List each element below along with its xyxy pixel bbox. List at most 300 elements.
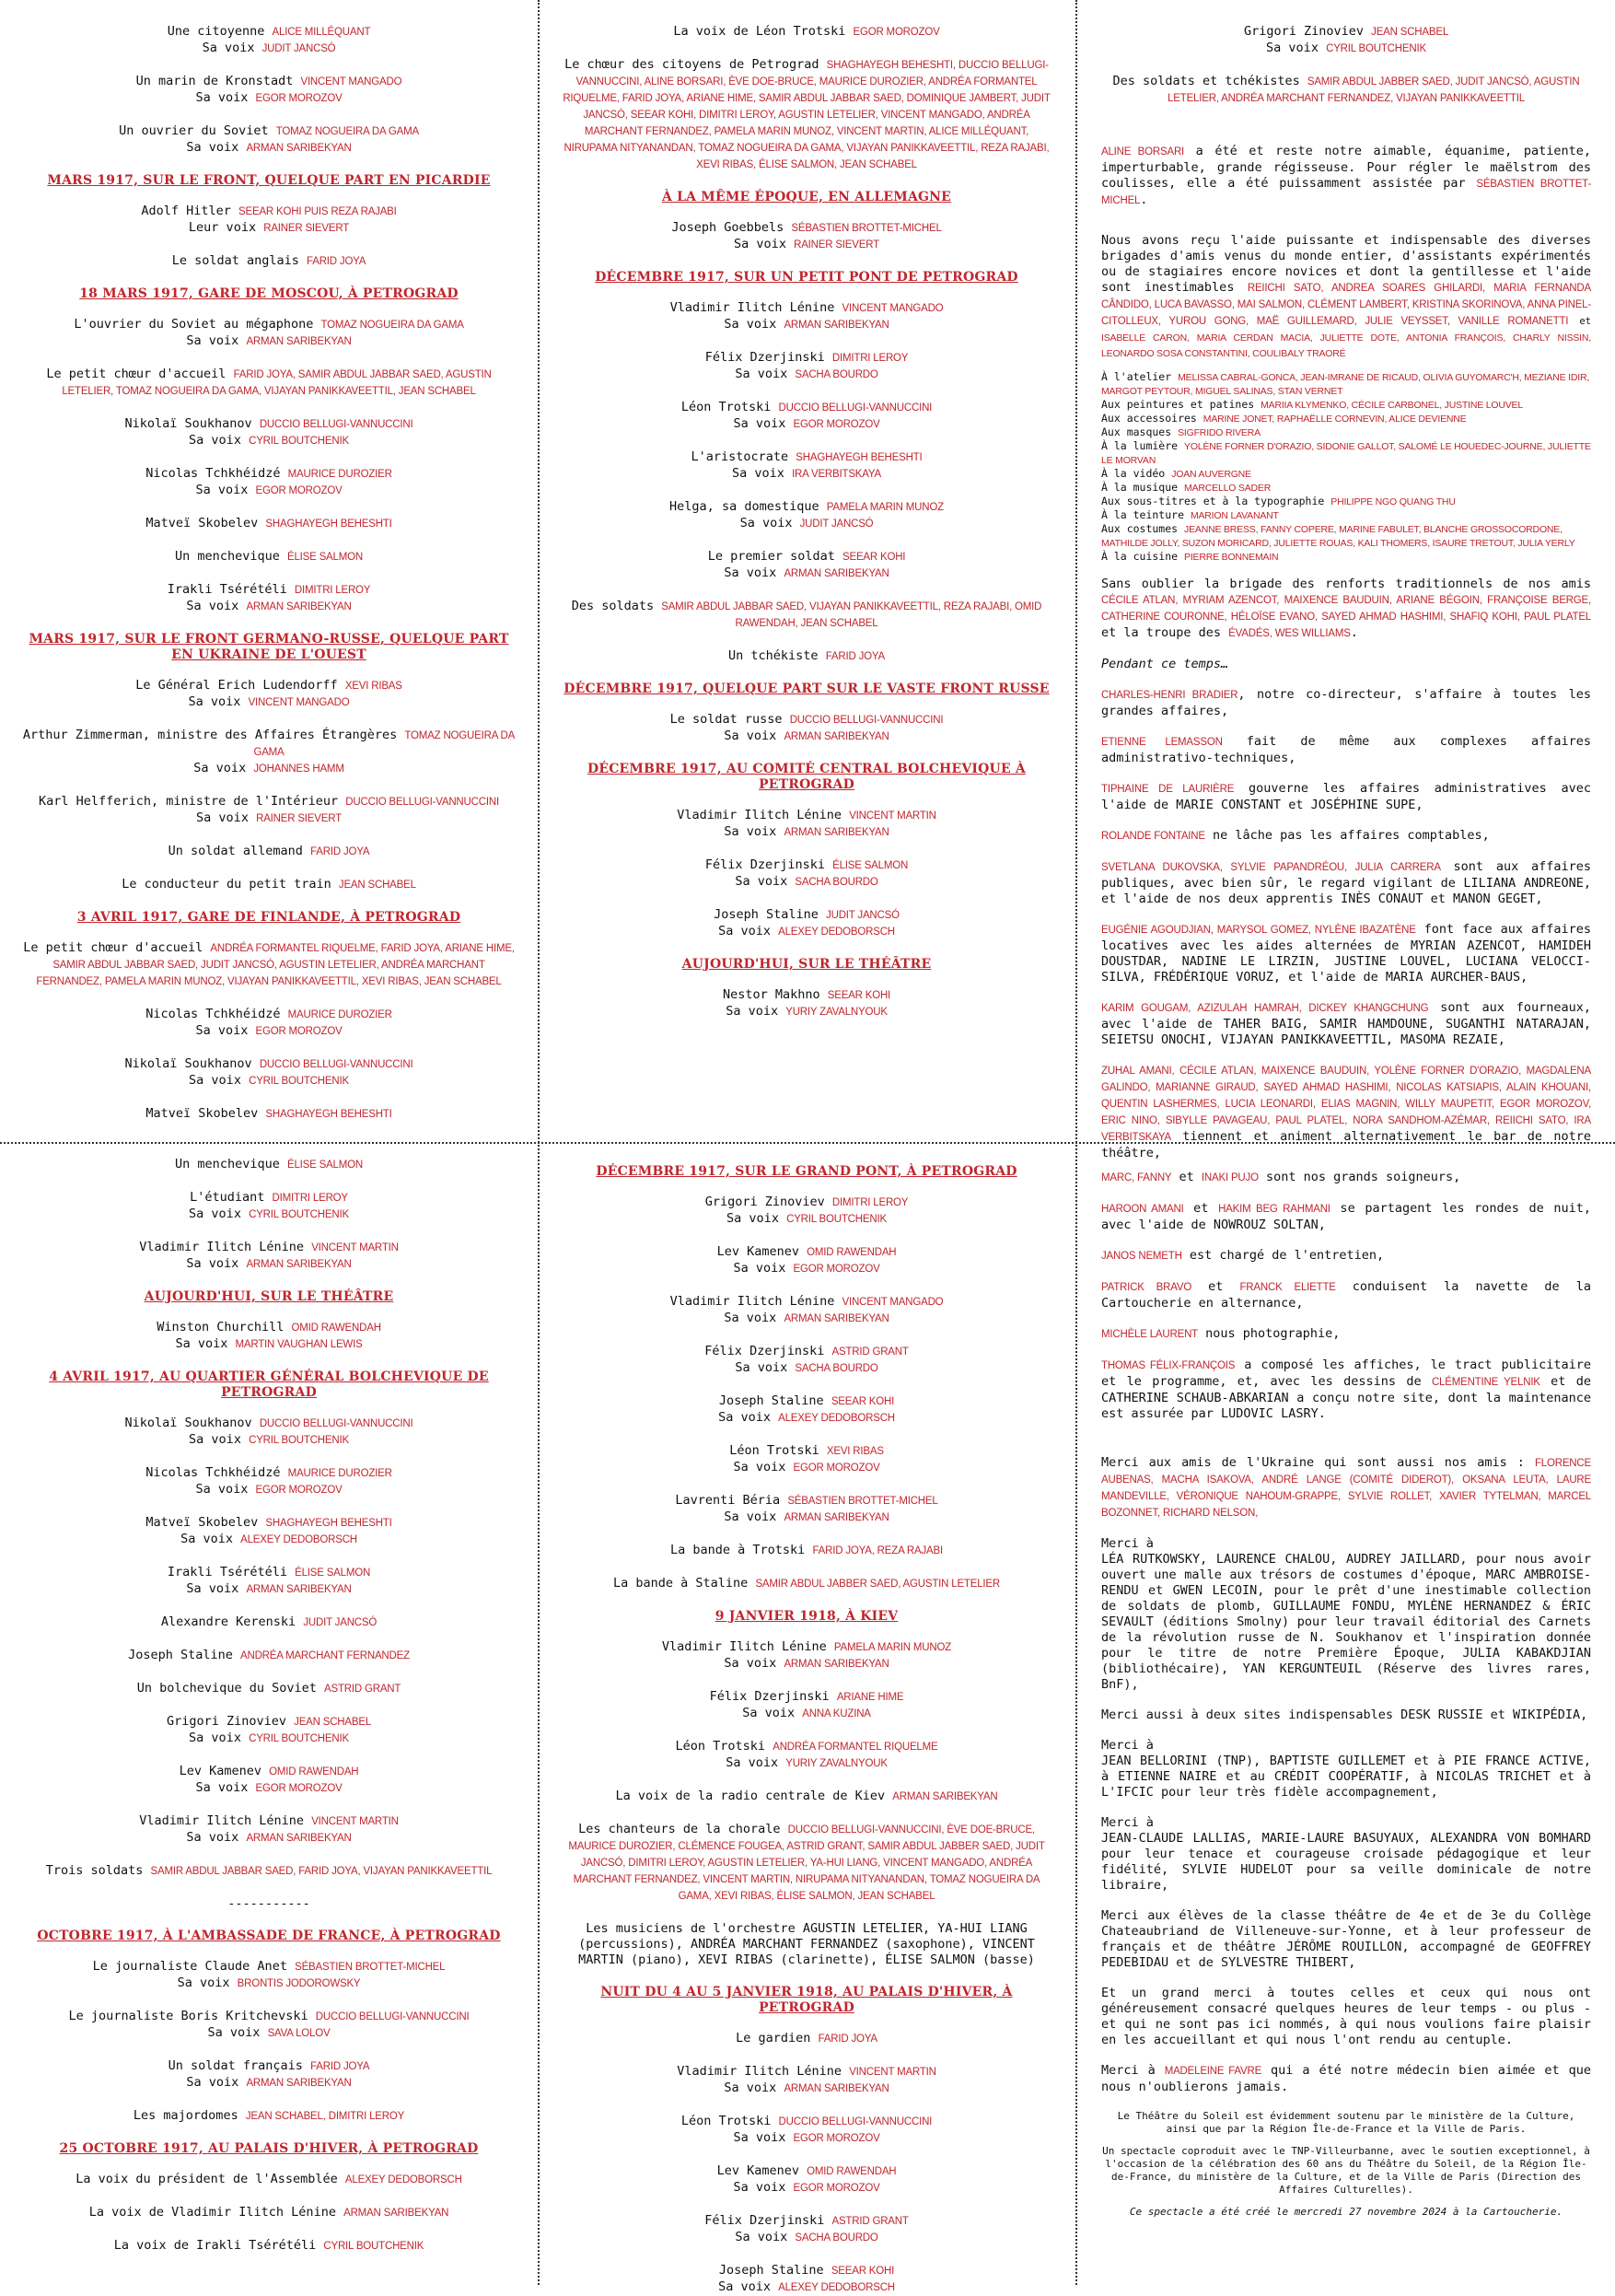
staff-line xyxy=(1101,1279,1591,1311)
voice-label: Sa voix xyxy=(733,1261,786,1276)
voice-label: Sa voix xyxy=(735,1360,788,1375)
staff-names: SVETLANA DUKOVSKA, SYLVIE PAPANDRÉOU, JULIA CARRERA xyxy=(1101,862,1441,873)
role-name: Une citoyenne xyxy=(167,24,265,39)
reinforcements-paragraph: Sans oublier la brigade des renforts traditionnels de nos amis CÉCILE ATLAN, MYRIAM AZENCOT, MAIXENCE BAUDUIN, ARIANE BÉGOIN, FRANÇOISE BERGE, CATHERINE COURONNE, HÉLOÏSE EVANO, SAYED AHMAD HASHIMI, SHAFIQ KOHI, PAUL PLATEL et la troupe des ÉVADÉS, WES WILLIAMS. xyxy=(1101,577,1591,640)
role-name: Karl Helfferich, ministre de l'Intérieur xyxy=(39,794,339,809)
thanks-doctor: Merci à MADELEINE FAVRE qui a été notre médecin bien aimée et que nous n'oublierons jamais. xyxy=(1101,2063,1591,2094)
section-heading: 9 JANVIER 1918, À KIEV xyxy=(715,1609,899,1624)
role-name: Joseph Staline xyxy=(718,2263,824,2278)
cast-entry xyxy=(558,1493,1055,1526)
section-heading: 25 OCTOBRE 1917, AU PALAIS D'HIVER, À PETROGRAD xyxy=(59,2141,479,2156)
voice-actor-name: ARMAN SARIBEKYAN xyxy=(246,336,352,347)
voice-label: Sa voix xyxy=(724,824,777,839)
voice-label: Sa voix xyxy=(724,565,777,580)
actor-name: DIMITRI LEROY xyxy=(831,1197,909,1208)
voice-actor-name: EGOR MOROZOV xyxy=(255,1026,343,1037)
staff-text: nous photographie, xyxy=(1198,1326,1341,1341)
footer-creation-date: Ce spectacle a été créé le mercredi 27 novembre 2024 à la Cartoucherie. xyxy=(1129,2206,1563,2218)
section-heading: DÉCEMBRE 1917, SUR LE GRAND PONT, À PETROGRAD xyxy=(596,1164,1017,1179)
voice-actor-name: ARMAN SARIBEKYAN xyxy=(784,1512,889,1523)
role-name: Le soldat russe xyxy=(669,712,783,727)
stage-manager-paragraph: ALINE BORSARI a été et reste notre aimable, équanime, patiente, imperturbable, grande régisseuse. Pour régler le maëlstrom des coulisses, elle a été puissamment assistée par SÉBASTIEN BROTTET-MICHEL. xyxy=(1101,144,1592,207)
voice-actor-name: RAINER SIEVERT xyxy=(256,813,342,824)
staff-names-2: FRANCK ELIETTE xyxy=(1239,1282,1336,1293)
actor-name: ALICE MILLÉQUANT xyxy=(272,27,371,38)
voice-label: Sa voix xyxy=(177,1975,230,1990)
cast-entry xyxy=(20,1190,517,1223)
section-heading: NUIT DU 4 AU 5 JANVIER 1918, AU PALAIS D'HIVER, À PETROGRAD xyxy=(600,1985,1013,2015)
cast-entry xyxy=(20,1320,517,1353)
actor-name: FARID JOYA xyxy=(825,651,885,662)
role-name: Adolf Hitler xyxy=(141,204,231,218)
voice-actor-name: EGOR MOROZOV xyxy=(793,2183,880,2194)
staff-names: JANOS NEMETH xyxy=(1101,1251,1182,1262)
cast-entry xyxy=(558,1789,1055,1805)
voice-label: Sa voix xyxy=(175,1336,228,1351)
role-name: Le journaliste Claude Anet xyxy=(92,1959,287,1974)
voice-actor-name: RAINER SIEVERT xyxy=(794,239,879,251)
staff-names: ZUHAL AMANI, CÉCILE ATLAN, MAIXENCE BAUDUIN, YOLÈNE FORNER D'ORAZIO, MAGDALENA GALINDO, MARIANNE GIRAUD, SAYED AHMAD HASHIMI, NICOLAS KATSIAPIS, ALAIN KHOUANI, QUENTIN LASHERMES, LUCIA LEONARDI, ELIAS MAGNIN, WILLY MAUPETIT, EGOR MOROZOV, ERIC NINO, SIBYLLE PAVAGEAU, PAUL PLATEL, NORA SANDHOM-AZÉMAR, REIICHI SATO, IRA VERBITSKAYA xyxy=(1101,1066,1591,1143)
role-name: Vladimir Ilitch Lénine xyxy=(669,1294,835,1309)
role-name: Un ouvrier du Soviet xyxy=(119,123,269,138)
cast-entry xyxy=(558,1576,1055,1592)
role-name: Alexandre Kerenski xyxy=(160,1614,296,1629)
cast-entry xyxy=(20,1515,517,1548)
actor-name: DUCCIO BELLUGI-VANNUCCINI xyxy=(778,402,933,414)
separator: ----------- xyxy=(227,1896,310,1911)
voice-label: Sa voix xyxy=(202,41,255,55)
actor-name: PAMELA MARIN MUNOZ xyxy=(833,1642,952,1653)
cast-entry xyxy=(20,1007,517,1040)
role-name: Vladimir Ilitch Lénine xyxy=(661,1639,827,1654)
actor-name: FARID JOYA xyxy=(310,846,370,857)
staff-names: TIPHAINE DE LAURIÈRE xyxy=(1101,784,1235,795)
cast-entry xyxy=(558,350,1055,383)
crew-line xyxy=(1101,412,1591,425)
crew-line xyxy=(1101,508,1591,522)
actor-name: CYRIL BOUTCHENIK xyxy=(323,2241,424,2252)
cast-entry xyxy=(558,1244,1055,1277)
actor-name: JEAN SCHABEL, DIMITRI LEROY xyxy=(245,2111,405,2122)
cast-entry xyxy=(558,57,1055,173)
voice-actor-name: SACHA BOURDO xyxy=(795,2232,878,2244)
crew-role: Aux costumes xyxy=(1101,522,1179,535)
cast-entry xyxy=(20,2108,517,2125)
role-name: Le gardien xyxy=(736,2031,811,2045)
role-name: Lev Kamenev xyxy=(179,1764,261,1778)
actor-name: ARIANE HIME xyxy=(836,1692,904,1703)
cast-entry xyxy=(20,2172,517,2188)
role-name: Vladimir Ilitch Lénine xyxy=(669,300,835,315)
cast-entry xyxy=(558,987,1055,1020)
cast-entry xyxy=(20,794,517,827)
staff-text-2: conduisent la navette de la Cartoucherie en alternance, xyxy=(1101,1279,1591,1311)
voice-label: Sa voix xyxy=(742,1706,796,1720)
crew-line xyxy=(1101,522,1591,550)
crew-role: À la vidéo xyxy=(1101,467,1166,480)
voice-label: Sa voix xyxy=(733,2130,786,2145)
actor-name: SEEAR KOHI PUIS REZA RAJABI xyxy=(238,206,397,217)
cast-entry xyxy=(20,1863,517,1880)
footer-coproduction: Un spectacle coproduit avec le TNP-Villeurbanne, avec le soutien exceptionnel, à l'occasion de la célébration des 60 ans du Théâtre du Soleil, de la Région Île-de-France, du ministère de la Culture, et de la Ville de Paris (Direction des Affaires Culturelles). xyxy=(1102,2145,1590,2196)
actor-name: SAMIR ABDUL JABBER SAED, AGUSTIN LETELIER xyxy=(755,1579,1000,1590)
staff-line xyxy=(1101,828,1591,845)
cast-entry xyxy=(558,2064,1055,2097)
role-name: Le chœur des citoyens de Petrograd xyxy=(564,57,819,72)
staff-list-2 xyxy=(1101,1170,1591,1422)
role-name: Nikolaï Soukhanov xyxy=(124,1416,252,1430)
voice-label: Sa voix xyxy=(739,516,793,530)
staff-role: sont aux affaires publiques, avec bien sûr, le regard vigilant de LILIANA ANDREONE, et l'aide de nos deux apprentis INÈS CONAUT et MANON GEGET, xyxy=(1101,859,1591,906)
actor-name: DUCCIO BELLUGI-VANNUCCINI, ÈVE DOE-BRUCE, MAURICE DUROZIER, CLÉMENCE FOUGEA, ASTRID GRANT, SAMIR ABDUL JABBER SAED, JUDIT JANCSÓ, DIMITRI LEROY, AGUSTIN LETELIER, YA-HUI LIANG, VINCENT MANGADO, ANDRÉA MARCHANT FERNANDEZ, VINCENT MARTIN, NIRUPAMA NITYANANDAN, TOMAZ NOGUEIRA DA GAMA, XEVI RIBAS, ÉLISE SALMON, JEAN SCHABEL xyxy=(568,1824,1045,1902)
crew-line xyxy=(1101,481,1591,495)
actor-name: ALEXEY DEDOBORSCH xyxy=(344,2174,462,2185)
voice-actor-name: VINCENT MANGADO xyxy=(248,697,350,708)
role-name: La bande à Staline xyxy=(613,1576,749,1591)
section-heading: DÉCEMBRE 1917, AU COMITÉ CENTRAL BOLCHEVIQUE À PETROGRAD xyxy=(587,762,1026,792)
role-name: Nicolas Tchkhéidzé xyxy=(145,1465,281,1480)
section-heading: 3 AVRIL 1917, GARE DE FINLANDE, À PETROGRAD xyxy=(76,910,461,925)
actor-name: ANDRÉA FORMANTEL RIQUELME xyxy=(773,1742,938,1753)
actor-name: DIMITRI LEROY xyxy=(831,353,909,364)
actor-name: ANDRÉA MARCHANT FERNANDEZ xyxy=(240,1650,410,1661)
role-name: Nikolaï Soukhanov xyxy=(124,1056,252,1071)
actor-name: FARID JOYA, REZA RAJABI xyxy=(812,1545,943,1556)
cast-entry xyxy=(20,2009,517,2042)
voice-label: Sa voix xyxy=(733,2180,786,2195)
thanks-1: Merci à LÉA RUTKOWSKY, LAURENCE CHALOU, AUDREY JAILLARD, pour nous avoir ouvert une malle aux trésors de costumes d'époque, MARC AMBROISE-RENDU et GWEN LECOIN, pour le prêt d'une inestimable collection de soldats de plomb, GUILLAUME FONDU, MYLÈNE HERNANDEZ & ÉRIC SEVAULT (éditions Smolny) pour leur travail éditorial des Carnets de la révolution russe de N. Soukhanov et l'inspiration donnée pour le titre de notre Première Époque, JULIA KABAKDJIAN (bibliothécaire), YAN KERGUNTEUIL (Réserve des livres rares, BnF), xyxy=(1101,1536,1591,1692)
cast-entry xyxy=(558,1344,1055,1377)
role-name: Nikolaï Soukhanov xyxy=(124,416,252,431)
crew-role: À la musique xyxy=(1101,481,1179,494)
actor-name: SEEAR KOHI xyxy=(831,2266,895,2277)
cast-entry xyxy=(20,2205,517,2221)
actor-name: ASTRID GRANT xyxy=(831,2216,909,2227)
crew-names: MELISSA CABRAL-GONCA, JEAN-IMRANE DE RICAUD, OLIVIA GUYOMARC'H, MEZIANE IDIR, MARGOT PEYTOUR, MIGUEL SALINAS, STAN VERNET xyxy=(1101,372,1590,397)
crew-role: Aux accessoires xyxy=(1101,412,1197,425)
cast-entry xyxy=(20,1764,517,1797)
voice-actor-name: ALEXEY DEDOBORSCH xyxy=(778,927,895,938)
role-name: Léon Trotski xyxy=(729,1443,819,1458)
thanks-all: Et un grand merci à toutes celles et ceux qui nous ont généreusement consacré quelques heures de leur temps - ou plus - et qui ne sont pas ici nommés, à qui nous voulions faire plaisir en les accueillant et qui nous l'ont rendu au centuple. xyxy=(1101,1986,1591,2047)
role-name: L'aristocrate xyxy=(691,449,789,464)
cast-entry xyxy=(20,123,517,157)
crew-line xyxy=(1101,370,1591,398)
voice-label: Sa voix xyxy=(189,1731,241,1745)
staff-text: est chargé de l'entretien, xyxy=(1181,1248,1385,1263)
cast-entry xyxy=(558,2163,1055,2197)
credits-column-3-top xyxy=(1101,24,1592,1160)
voice-label: Sa voix xyxy=(724,317,777,332)
actor-name: SHAGHAYEGH BEHESHTI xyxy=(265,1109,392,1120)
cast-entry xyxy=(558,1639,1055,1672)
role-name: Joseph Staline xyxy=(718,1393,824,1408)
cast-entry xyxy=(20,1681,517,1697)
crew-role: Aux peintures et patines xyxy=(1101,398,1255,411)
staff-line xyxy=(1101,1063,1591,1161)
role-name: La voix de Irakli Tsérétéli xyxy=(113,2238,317,2253)
staff-names: MICHÈLE LAURENT xyxy=(1101,1329,1198,1340)
voice-label: Sa voix xyxy=(195,1780,249,1795)
role-name: Lev Kamenev xyxy=(716,2163,799,2178)
role-name: Trois soldats xyxy=(45,1863,144,1878)
cast-entry xyxy=(558,300,1055,333)
role-name: Un soldat allemand xyxy=(168,844,303,858)
actor-name: MAURICE DUROZIER xyxy=(287,1009,392,1020)
voice-label: Sa voix xyxy=(196,810,249,825)
voice-actor-name: JOHANNES HAMM xyxy=(253,763,344,775)
cast-entry xyxy=(558,549,1055,582)
crew-names: MARION LAVANANT xyxy=(1190,510,1279,521)
voice-actor-name: ALEXEY DEDOBORSCH xyxy=(778,2282,895,2293)
role-name: Léon Trotski xyxy=(680,400,772,414)
staff-line xyxy=(1101,1248,1591,1265)
staff-line xyxy=(1101,1326,1591,1343)
role-name: Matveï Skobelev xyxy=(145,1106,259,1121)
crew-names: MARINE JONET, RAPHAËLLE CORNEVIN, ALICE DEVIENNE xyxy=(1203,414,1467,425)
pendant-ce-temps: Pendant ce temps… xyxy=(1101,657,1229,671)
section-heading: DÉCEMBRE 1917, SUR UN PETIT PONT DE PETROGRAD xyxy=(595,270,1018,285)
actor-name: VINCENT MARTIN xyxy=(311,1242,399,1253)
actor-name: ÉLISE SALMON xyxy=(832,860,909,871)
crew-line xyxy=(1101,439,1591,467)
actor-name: SAMIR ABDUL JABBAR SAED, VIJAYAN PANIKKAVEETTIL, REZA RAJABI, OMID RAWENDAH, JEAN SCHABEL xyxy=(661,601,1042,629)
cast-entry xyxy=(20,1240,517,1273)
thanks-school: Merci aux élèves de la classe théâtre de 4e et de 3e du Collège Chateaubriand de Villeneuve-sur-Yonne, et à leur professeur de français et de théâtre JÉRÔME ROUILLON, accompagné de GEOFFREY PEDEBIDAU et de SYLVESTRE THIBERT, xyxy=(1101,1908,1591,1970)
brigades-paragraph: Nous avons reçu l'aide puissante et indispensable des diverses brigades d'amis venus du monde entier, d'assistants expérimentés ou de stagiaires encore novices et dont la gentillesse et l'aide sont inestimables REIICHI SATO, ANDREA SOARES GHILARDI, MARIA FERNANDA CÂNDIDO, LUCA BAVASSO, MAI SALMON, CLÉMENT LAMBERT, KRISTINA SKORINOVA, ANNA PINEL-CITOLLEUX, YUROU GONG, MAË GUILLEMARD, JULIE VEYSSET, VANILLE ROMANETTI et ISABELLE CARON, MARIA CERDAN MACIA, JULIETTE DOTE, ANTONIA FRANÇOIS, CHARLY NISSIN, LEONARDO SOSA CONSTANTINI, COULIBALY TRAORÉ xyxy=(1101,233,1591,359)
staff-line xyxy=(1101,1170,1591,1186)
role-name: Irakli Tsérétéli xyxy=(167,1565,287,1579)
crew-role: Aux sous-titres et à la typographie xyxy=(1101,495,1325,507)
cast-entry xyxy=(558,712,1055,745)
role-name: La voix du président de l'Assemblée xyxy=(76,2172,338,2186)
cast-column-1-bottom xyxy=(20,1157,517,2276)
role-name: Matveï Skobelev xyxy=(145,516,259,530)
actor-name: VINCENT MARTIN xyxy=(849,810,936,822)
actor-name: OMID RAWENDAH xyxy=(807,2166,897,2177)
role-name: Léon Trotski xyxy=(675,1739,766,1754)
actor-name: DIMITRI LEROY xyxy=(294,585,371,596)
staff-role: gouverne les affaires administratives avec l'aide de MARIE CONSTANT et JOSÉPHINE SUPE, xyxy=(1101,781,1591,812)
role-name: Un marin de Kronstadt xyxy=(135,74,294,88)
voice-label: Sa voix xyxy=(724,2080,777,2095)
role-name: Les majordomes xyxy=(133,2108,238,2123)
cast-entry xyxy=(20,1157,517,1173)
actor-name: OMID RAWENDAH xyxy=(269,1766,359,1777)
role-name: Joseph Goebbels xyxy=(671,220,784,235)
actor-name: OMID RAWENDAH xyxy=(291,1323,381,1334)
voice-actor-name: EGOR MOROZOV xyxy=(255,1485,343,1496)
role-name: Joseph Staline xyxy=(128,1648,233,1662)
voice-label: Sa voix xyxy=(195,483,249,497)
role-name: La voix de la radio centrale de Kiev xyxy=(615,1789,886,1803)
actor-name: DUCCIO BELLUGI-VANNUCCINI xyxy=(345,797,499,808)
voice-label: Sa voix xyxy=(186,333,239,348)
staff-text: et xyxy=(1171,1170,1202,1184)
cast-entry xyxy=(20,367,517,400)
actor-name: XEVI RIBAS xyxy=(826,1446,884,1457)
staff-names: CHARLES-HENRI BRADIER xyxy=(1101,690,1238,701)
actor-name: FARID JOYA xyxy=(307,256,366,267)
role-name: Grigori Zinoviev xyxy=(704,1195,825,1209)
voice-label: Sa voix xyxy=(735,2230,788,2244)
voice-actor-name: EGOR MOROZOV xyxy=(255,1783,343,1794)
section-heading: À LA MÊME ÉPOQUE, EN ALLEMAGNE xyxy=(661,190,952,204)
voice-label: Sa voix xyxy=(718,1410,771,1425)
voice-actor-name: ARMAN SARIBEKYAN xyxy=(246,1259,352,1270)
staff-role: fait de même aux complexes affaires administrativo-techniques, xyxy=(1101,734,1591,765)
voice-actor-name: EGOR MOROZOV xyxy=(793,1264,880,1275)
cast-entry xyxy=(558,220,1055,253)
cast-entry xyxy=(20,416,517,449)
voice-actor-name: ALEXEY DEDOBORSCH xyxy=(778,1413,895,1424)
cast-entry xyxy=(20,317,517,350)
staff-role: ne lâche pas les affaires comptables, xyxy=(1204,828,1490,843)
cast-entry xyxy=(20,678,517,711)
voice-label: Sa voix xyxy=(724,1656,777,1671)
voice-actor-name: ARMAN SARIBEKYAN xyxy=(784,320,889,331)
section-heading: 18 MARS 1917, GARE DE MOSCOU, À PETROGRAD xyxy=(79,286,459,301)
actor-name: TOMAZ NOGUEIRA DA GAMA xyxy=(253,730,516,758)
cast-entry xyxy=(558,24,1055,41)
voice-label: Sa voix xyxy=(188,694,241,709)
voice-actor-name: JUDIT JANCSÓ xyxy=(799,519,874,530)
crew-role: À l'atelier xyxy=(1101,370,1172,383)
voice-label: Sa voix xyxy=(732,466,784,481)
section-heading: AUJOURD'HUI, SUR LE THÉÂTRE xyxy=(144,1289,394,1304)
role-name: Lavrenti Béria xyxy=(675,1493,781,1508)
staff-line xyxy=(1101,922,1591,985)
cast-entry xyxy=(20,728,517,777)
voice-label: Sa voix xyxy=(180,1532,233,1546)
staff-text-2: et de CATHERINE SCHAUB-ABKARIAN a conçu notre site, dont la maintenance est assurée par LUDOVIC LASRY. xyxy=(1101,1374,1591,1421)
voice-actor-name: ARMAN SARIBEKYAN xyxy=(246,1584,352,1595)
staff-names-2: CLÉMENTINE YELNIK xyxy=(1431,1377,1540,1388)
staff-role: font face aux affaires locatives avec les aides alternées de MYRIAN AZENCOT, HAMIDEH DOUSTDAR, NADINE LE LIRZIN, JUSTINE LOUVEL, LUCIANA VELOCCI-SILVA, FRÉDÉRIQUE VORUZ, et l'aide de MARIA AURCHER-BAUS, xyxy=(1101,922,1592,985)
actor-name: SEEAR KOHI xyxy=(842,552,906,563)
voice-label: Sa voix xyxy=(734,237,786,251)
actor-name: ARMAN SARIBEKYAN xyxy=(343,2208,449,2219)
staff-list xyxy=(1101,687,1591,1161)
role-name: Winston Churchill xyxy=(157,1320,285,1334)
staff-line xyxy=(1101,859,1591,907)
cast-entry xyxy=(20,1465,517,1498)
cast-entry xyxy=(558,1195,1055,1228)
role-name: Vladimir Ilitch Lénine xyxy=(139,1813,305,1828)
voice-actor-name: CYRIL BOUTCHENIK xyxy=(249,1733,349,1744)
cast-entry xyxy=(558,499,1055,532)
staff-text-2: se partagent les rondes de nuit, avec l'aide de NOWROUZ SOLTAN, xyxy=(1101,1201,1592,1232)
actor-name: SEEAR KOHI xyxy=(831,1396,895,1407)
thanks-2: Merci à JEAN BELLORINI (TNP), BAPTISTE GUILLEMET et à PIE FRANCE ACTIVE, à ETIENNE NAIRE et au CRÉDIT COOPÉRATIF, à NICOLAS TRICHET et à L'IFCIC pour leur très fidèle accompagnement, xyxy=(1101,1738,1591,1800)
actor-name: DIMITRI LEROY xyxy=(272,1193,348,1204)
crew-line xyxy=(1101,398,1591,412)
voice-label: Sa voix xyxy=(195,1023,249,1038)
crew-names: SIGFRIDO RIVERA xyxy=(1178,427,1261,438)
cast-column-1-top xyxy=(20,24,517,1129)
voice-actor-name: SACHA BOURDO xyxy=(795,369,878,380)
cast-entry xyxy=(558,2213,1055,2246)
cast-entry xyxy=(20,549,517,565)
voice-label: Sa voix xyxy=(733,1460,786,1474)
crew-line xyxy=(1101,425,1591,439)
actor-name: SÉBASTIEN BROTTET-MICHEL xyxy=(787,1496,938,1507)
staff-role: sont aux fourneaux, avec l'aide de TAHER BAIG, SAMIR HAMDOUNE, SUGANTHI NATARAJAN, SEIETSU ONOCHI, VIJAYAN PANIKKAVEETTIL, MASOMA REZAIE, xyxy=(1101,1000,1591,1047)
crew-line xyxy=(1101,495,1591,508)
cast-entry: Des soldats et tchékistes SAMIR ABDUL JABBER SAED, JUDIT JANCSÓ, AGUSTIN LETELIER, ANDRÉA MARCHANT FERNANDEZ, VIJAYAN PANIKKAVEETTIL xyxy=(1112,74,1580,104)
voice-actor-name: ARMAN SARIBEKYAN xyxy=(784,731,889,742)
voice-label: Sa voix xyxy=(718,2279,771,2294)
role-name: Félix Dzerjinski xyxy=(704,857,825,872)
voice-actor-name: MARTIN VAUGHAN LEWIS xyxy=(235,1339,363,1350)
role-name: Le conducteur du petit train xyxy=(122,877,331,892)
role-name: Irakli Tsérétéli xyxy=(167,582,287,597)
voice-label: Sa voix xyxy=(189,433,241,448)
staff-role: , notre co-directeur, s'affaire à toutes les grandes affaires, xyxy=(1101,687,1591,718)
role-name: La bande à Trotski xyxy=(670,1543,806,1557)
staff-names: ETIENNE LEMASSON xyxy=(1101,737,1223,748)
actor-name: JUDIT JANCSÓ xyxy=(826,910,900,921)
voice-label: Sa voix xyxy=(724,728,777,743)
role-name: Des soldats xyxy=(571,599,655,613)
cast-entry xyxy=(20,877,517,893)
cast-entry xyxy=(20,74,517,107)
cast-entry xyxy=(558,808,1055,841)
voice-label: Sa voix xyxy=(186,599,239,613)
voice-actor-name: YURIY ZAVALNYOUK xyxy=(785,1758,888,1769)
credits-column-3-bottom xyxy=(1101,1170,1591,2275)
actor-name: ÉLISE SALMON xyxy=(295,1568,371,1579)
cast-entry xyxy=(558,400,1055,433)
voice-actor-name: CYRIL BOUTCHENIK xyxy=(249,1435,349,1446)
cast-entry: Grigori Zinoviev JEAN SCHABEL Sa voix CYRIL BOUTCHENIK xyxy=(1243,24,1449,55)
cast-column-2-bottom xyxy=(558,1157,1055,2294)
cast-entry xyxy=(20,1614,517,1631)
staff-text-2: sont nos grands soigneurs, xyxy=(1258,1170,1461,1184)
voice-actor-name: ARMAN SARIBEKYAN xyxy=(784,1659,889,1670)
voice-actor-name: CYRIL BOUTCHENIK xyxy=(786,1214,887,1225)
role-name: Le soldat anglais xyxy=(171,253,299,268)
crew-line xyxy=(1101,467,1591,481)
cast-entry xyxy=(20,1056,517,1090)
cast-entry xyxy=(20,516,517,532)
voice-label: Sa voix xyxy=(195,1482,249,1497)
role-name: Helga, sa domestique xyxy=(669,499,819,514)
actor-name: EGOR MOROZOV xyxy=(853,27,940,38)
role-name: Les chanteurs de la chorale xyxy=(578,1822,781,1836)
actor-name: VINCENT MANGADO xyxy=(842,303,944,314)
voice-actor-name: JUDIT JANCSÓ xyxy=(261,43,336,54)
voice-label: Sa voix xyxy=(186,140,239,155)
cast-entry xyxy=(20,2238,517,2255)
voice-label: Sa voix xyxy=(193,761,247,775)
cast-entry xyxy=(20,844,517,860)
voice-label: Sa voix xyxy=(733,416,786,431)
voice-actor-name: EGOR MOROZOV xyxy=(255,93,343,104)
voice-actor-name: SACHA BOURDO xyxy=(795,877,878,888)
voice-label: Sa voix xyxy=(189,1206,241,1221)
actor-name: FARID JOYA xyxy=(310,2061,370,2072)
voice-actor-name: CYRIL BOUTCHENIK xyxy=(249,436,349,447)
voice-label: Leur voix xyxy=(188,220,257,235)
role-name: Le journaliste Boris Kritchevski xyxy=(68,2009,308,2023)
actor-name: DUCCIO BELLUGI-VANNUCCINI xyxy=(789,715,944,726)
voice-actor-name: SAVA LOLOV xyxy=(267,2028,331,2039)
actor-name: SHAGHAYEGH BEHESHTI xyxy=(796,452,923,463)
staff-names: EUGÉNIE AGOUDJIAN, MARYSOL GOMEZ, NYLÈNE IBAZATÈNE xyxy=(1101,925,1416,936)
role-name: Vladimir Ilitch Lénine xyxy=(677,2064,842,2079)
voice-actor-name: ARMAN SARIBEKYAN xyxy=(784,827,889,838)
